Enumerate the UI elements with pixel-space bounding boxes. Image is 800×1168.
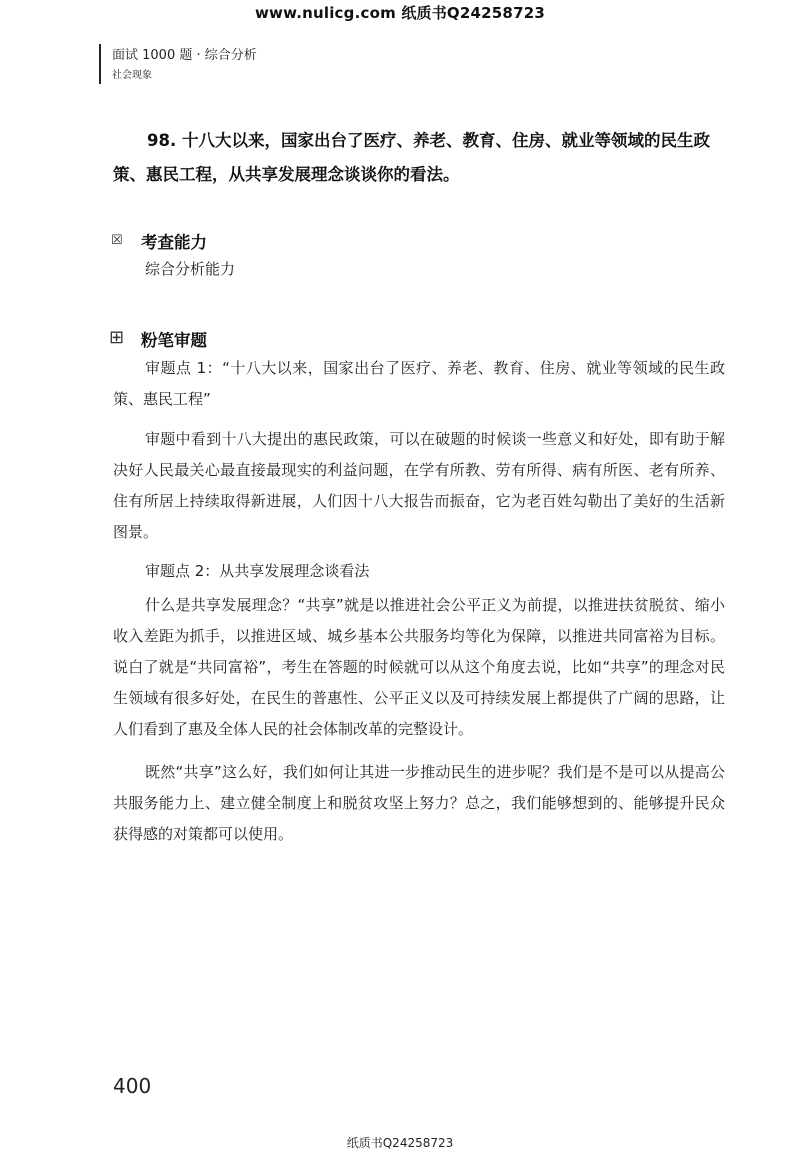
review-point1-title: 审题点 1：“十八大以来，国家出台了医疗、养老、教育、住房、就业等领域的民生政策、惠民工程” (113, 359, 725, 408)
review-point2-body2: 既然“共享”这么好，我们如何让其进一步推动民生的进步呢？我们是不是可以从提高公共服务能力上、建立健全制度上和脱贫攻坚上努力？总之，我们能够想到的、能够提升民众获得感的对策都可以使用。 (113, 763, 725, 843)
review-point1-body: 审题中看到十八大提出的惠民政策，可以在破题的时候谈一些意义和好处，即有助于解决好人民最关心最直接最现实的利益问题，在学有所教、劳有所得、病有所医、老有所养、住有所居上持续取得新进展，人们因十八大报告而振奋，它为老百姓勾勒出了美好的生活新图景。 (113, 430, 725, 541)
grid-icon: ⊞ (109, 327, 125, 348)
question-text: 98. 十八大以来，国家出台了医疗、养老、教育、住房、就业等领域的民生政策、惠民工程，从共享发展理念谈谈你的看法。 (113, 131, 710, 184)
running-header-subtitle: 社会现象 (112, 70, 152, 81)
top-watermark: www.nulicg.com 纸质书Q24258723 (255, 4, 545, 22)
page-number: 400 (113, 1074, 152, 1098)
review-heading: 粉笔审题 (141, 331, 207, 350)
review-point2-title: 审题点 2：从共享发展理念谈看法 (145, 562, 370, 580)
bottom-watermark: 纸质书Q24258723 (346, 1136, 454, 1150)
review-point2-body1: 什么是共享发展理念？“共享”就是以推进社会公平正义为前提，以推进扶贫脱贫、缩小收入差距为抓手，以推进区域、城乡基本公共服务均等化为保障，以推进共同富裕为目标。说白了就是“共同富裕”，考生在答题的时候就可以从这个角度去说，比如“共享”的理念对民生领域有很多好处，在民生的普惠性、公平正义以及可持续发展上都提供了广阔的思路，让人们看到了惠及全体人民的社会体制改革的完整设计。 (113, 596, 725, 738)
checkbox-icon: ☒ (111, 233, 123, 248)
running-header-title: 面试 1000 题 · 综合分析 (112, 48, 257, 63)
ability-heading: 考查能力 (141, 233, 207, 252)
header-divider (99, 44, 101, 84)
ability-text: 综合分析能力 (145, 260, 236, 278)
